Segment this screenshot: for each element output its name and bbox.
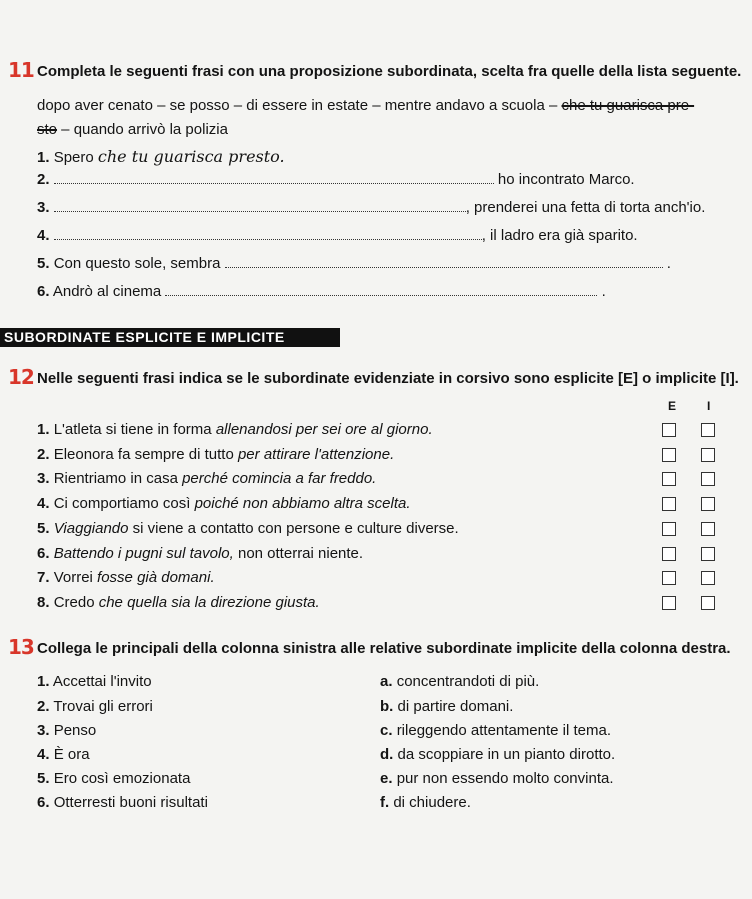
- exercise-11-option-list-line2: [37, 121, 228, 138]
- subordinate-clause-c[interactable]: [380, 722, 611, 739]
- handwritten-answer[interactable]: che tu guarisca presto.: [97, 147, 285, 166]
- subordinate-italic: fosse già domani.: [97, 569, 215, 586]
- section-title: SUBORDINATE ESPLICITE E IMPLICITE: [0, 328, 340, 347]
- item-text: Credo: [53, 594, 99, 611]
- item-text: Ero così emozionata: [53, 770, 191, 787]
- item-number: 1.: [37, 421, 50, 438]
- ex12-item-5: [37, 520, 459, 537]
- item-text: non otterrai niente.: [233, 545, 364, 562]
- ex12-item-6: [37, 545, 363, 562]
- main-clause-3[interactable]: [37, 722, 96, 739]
- option-struck: che tu guarisca pre-: [561, 97, 695, 114]
- main-clause-2[interactable]: [37, 698, 153, 715]
- item-text: , prenderei una fetta di torta anch'io.: [465, 199, 706, 216]
- subordinate-clause-d[interactable]: [380, 746, 615, 763]
- subordinate-italic: Viaggiando: [53, 520, 129, 537]
- item-text: Vorrei: [53, 569, 98, 586]
- ex12-item-7: [37, 569, 215, 586]
- item-number: 3.: [37, 722, 50, 739]
- exercise-13-instruction: Collega le principali della colonna sinistra alle relative subordinate implicite della colonna destra.: [37, 640, 731, 657]
- item-text: concentrandoti di più.: [396, 673, 540, 690]
- item-text: rileggendo attentamente il tema.: [396, 722, 611, 739]
- main-clause-4[interactable]: [37, 746, 90, 763]
- exercise-13-number: 13: [8, 635, 34, 659]
- item-number: 4.: [37, 227, 50, 244]
- item-number: 1.: [37, 149, 50, 166]
- column-header-e: E: [668, 399, 677, 413]
- item-text: si viene a contatto con persone e culture diverse.: [128, 520, 459, 537]
- answer-blank[interactable]: [54, 227, 482, 240]
- subordinate-italic: poiché non abbiamo altra scelta.: [194, 495, 411, 512]
- item-number: 4.: [37, 746, 50, 763]
- item-number: 3.: [37, 199, 50, 216]
- subordinate-italic: perché comincia a far freddo.: [182, 470, 377, 487]
- item-letter: b.: [380, 698, 394, 715]
- checkbox-i[interactable]: [701, 547, 715, 561]
- subordinate-italic: Battendo i pugni sul tavolo,: [53, 545, 234, 562]
- checkbox-i[interactable]: [701, 596, 715, 610]
- item-text: Spero: [53, 149, 98, 166]
- item-number: 5.: [37, 770, 50, 787]
- subordinate-clause-f[interactable]: [380, 794, 471, 811]
- item-number: 8.: [37, 594, 50, 611]
- checkbox-i[interactable]: [701, 497, 715, 511]
- checkbox-e[interactable]: [662, 596, 676, 610]
- option-struck-2: sto: [37, 121, 58, 138]
- ex12-item-4: [37, 495, 411, 512]
- item-text: da scoppiare in un pianto dirotto.: [397, 746, 616, 763]
- exercise-12-number: 12: [8, 365, 34, 389]
- ex11-item-5: [37, 255, 671, 272]
- item-text: pur non essendo molto convinta.: [396, 770, 614, 787]
- checkbox-e[interactable]: [662, 571, 676, 585]
- answer-blank[interactable]: [54, 171, 494, 184]
- main-clause-1[interactable]: [37, 673, 152, 690]
- item-number: 6.: [37, 794, 50, 811]
- subordinate-italic: per attirare l'attenzione.: [237, 446, 395, 463]
- ex12-item-8: [37, 594, 320, 611]
- item-number: 4.: [37, 495, 50, 512]
- ex11-item-4: [37, 227, 638, 244]
- item-number: 2.: [37, 446, 50, 463]
- answer-blank[interactable]: [165, 283, 597, 296]
- item-letter: c.: [380, 722, 393, 739]
- subordinate-italic: che quella sia la direzione giusta.: [98, 594, 320, 611]
- exercise-11-option-list: [37, 97, 694, 114]
- checkbox-e[interactable]: [662, 547, 676, 561]
- ex11-item-2: [37, 171, 635, 188]
- subordinate-clause-e[interactable]: [380, 770, 614, 787]
- checkbox-i[interactable]: [701, 472, 715, 486]
- item-text: Otterresti buoni risultati: [53, 794, 208, 811]
- checkbox-e[interactable]: [662, 423, 676, 437]
- ex11-item-1: [37, 147, 285, 166]
- item-text: .: [597, 283, 606, 300]
- item-text: Rientriamo in casa: [53, 470, 183, 487]
- item-text: ho incontrato Marco.: [493, 171, 635, 188]
- checkbox-i[interactable]: [701, 571, 715, 585]
- item-text: L'atleta si tiene in forma: [53, 421, 216, 438]
- item-letter: e.: [380, 770, 393, 787]
- item-number: 6.: [37, 283, 50, 300]
- item-text: Accettai l'invito: [52, 673, 152, 690]
- checkbox-i[interactable]: [701, 448, 715, 462]
- item-number: 3.: [37, 470, 50, 487]
- subordinate-clause-a[interactable]: [380, 673, 539, 690]
- item-text: Eleonora fa sempre di tutto: [53, 446, 238, 463]
- option-list-text-2: – quando arrivò la polizia: [57, 121, 228, 138]
- item-number: 6.: [37, 545, 50, 562]
- exercise-11-instruction: Completa le seguenti frasi con una proposizione subordinata, scelta fra quelle della lista seguente.: [37, 63, 742, 80]
- item-text: È ora: [53, 746, 90, 763]
- option-list-text: dopo aver cenato – se posso – di essere in estate – mentre andavo a scuola –: [37, 97, 562, 114]
- subordinate-italic: allenandosi per sei ore al giorno.: [215, 421, 433, 438]
- item-text: , il ladro era già sparito.: [481, 227, 638, 244]
- item-text: Penso: [53, 722, 97, 739]
- main-clause-5[interactable]: [37, 770, 190, 787]
- item-number: 2.: [37, 171, 50, 188]
- item-number: 7.: [37, 569, 50, 586]
- checkbox-i[interactable]: [701, 423, 715, 437]
- ex11-item-3: [37, 199, 705, 216]
- item-text: di chiudere.: [393, 794, 471, 811]
- exercise-11-number: 11: [8, 58, 34, 82]
- ex11-item-6: [37, 283, 606, 300]
- item-number: 2.: [37, 698, 50, 715]
- subordinate-clause-b[interactable]: [380, 698, 513, 715]
- checkbox-e[interactable]: [662, 472, 676, 486]
- checkbox-e[interactable]: [662, 522, 676, 536]
- column-header-i: I: [707, 399, 711, 413]
- answer-blank[interactable]: [225, 255, 663, 268]
- answer-blank[interactable]: [54, 199, 466, 212]
- item-text: Ci comportiamo così: [53, 495, 195, 512]
- item-number: 1.: [37, 673, 50, 690]
- checkbox-e[interactable]: [662, 448, 676, 462]
- item-text: Con questo sole, sembra: [53, 255, 225, 272]
- item-letter: f.: [380, 794, 390, 811]
- ex12-item-2: [37, 446, 394, 463]
- item-number: 5.: [37, 520, 50, 537]
- item-text: di partire domani.: [397, 698, 514, 715]
- item-letter: d.: [380, 746, 394, 763]
- checkbox-e[interactable]: [662, 497, 676, 511]
- main-clause-6[interactable]: [37, 794, 208, 811]
- item-letter: a.: [380, 673, 393, 690]
- checkbox-i[interactable]: [701, 522, 715, 536]
- exercise-12-instruction: Nelle seguenti frasi indica se le subordinate evidenziate in corsivo sono esplicite [E] o implicite [I].: [37, 370, 739, 387]
- item-text: Andrò al cinema: [52, 283, 166, 300]
- ex12-item-3: [37, 470, 376, 487]
- ex12-item-1: [37, 421, 433, 438]
- item-number: 5.: [37, 255, 50, 272]
- item-text: .: [662, 255, 671, 272]
- item-text: Trovai gli errori: [53, 698, 153, 715]
